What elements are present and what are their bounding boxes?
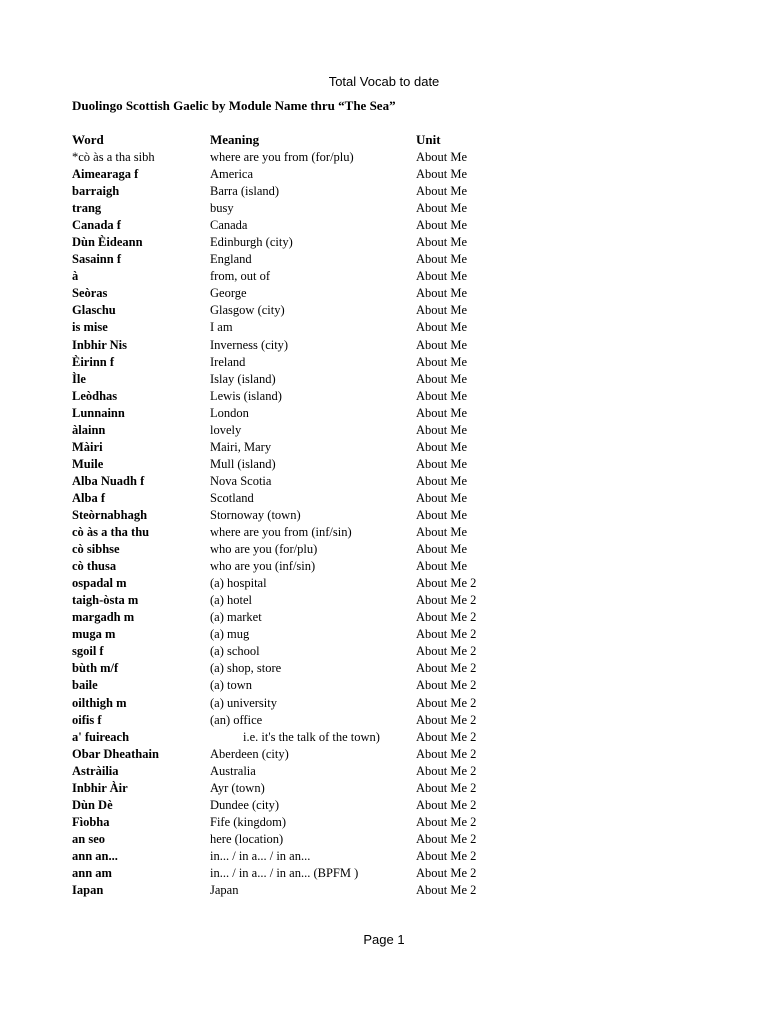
table-row	[72, 541, 692, 558]
unit-cell: About Me 2	[416, 627, 477, 642]
table-row	[72, 712, 692, 729]
meaning-cell: (a) market	[210, 610, 262, 625]
unit-cell: About Me	[416, 337, 468, 352]
table-row	[72, 780, 692, 797]
meaning-cell: who are you (inf/sin)	[210, 559, 316, 574]
meaning-cell: Aberdeen (city)	[210, 746, 289, 761]
unit-cell: About Me 2	[416, 661, 477, 676]
word-cell: cò às a tha thu	[72, 525, 150, 540]
word-cell: ospadal m	[72, 576, 127, 591]
table-row	[72, 695, 692, 712]
table-row	[72, 882, 692, 899]
unit-cell: About Me 2	[416, 848, 477, 863]
unit-cell: About Me	[416, 542, 468, 557]
word-cell: oifis f	[72, 712, 102, 727]
unit-cell: About Me 2	[416, 695, 477, 710]
table-row	[72, 183, 692, 200]
meaning-cell: Stornoway (town)	[210, 507, 301, 522]
table-row	[72, 405, 692, 422]
table-row	[72, 354, 692, 371]
word-cell: is mise	[72, 320, 108, 335]
word-cell: muga m	[72, 627, 116, 642]
meaning-cell: (a) shop, store	[210, 661, 282, 676]
unit-cell: About Me	[416, 184, 468, 199]
word-cell: oilthigh m	[72, 695, 127, 710]
word-cell: Fìobha	[72, 814, 110, 829]
table-row	[72, 729, 692, 746]
word-cell: Dùn Èideann	[72, 235, 143, 250]
meaning-cell: England	[210, 252, 252, 267]
meaning-cell: I am	[210, 320, 233, 335]
meaning-cell: Islay (island)	[210, 371, 276, 386]
page-header: Total Vocab to date	[328, 74, 440, 89]
meaning-cell: (a) school	[210, 644, 260, 659]
unit-cell: About Me	[416, 303, 468, 318]
word-cell: cò thusa	[72, 559, 117, 574]
meaning-cell: (a) hospital	[210, 576, 267, 591]
meaning-cell: (a) university	[210, 695, 277, 710]
word-cell: Canada f	[72, 218, 121, 233]
table-row	[72, 660, 692, 677]
word-cell: Leòdhas	[72, 388, 118, 403]
table-row	[72, 371, 692, 388]
unit-cell: About Me 2	[416, 678, 477, 693]
word-cell: Inbhir Àir	[72, 780, 128, 795]
table-row	[72, 746, 692, 763]
unit-cell: About Me 2	[416, 746, 477, 761]
meaning-cell: Inverness (city)	[210, 337, 289, 352]
meaning-cell: Mairi, Mary	[210, 439, 272, 454]
word-cell: Lunnainn	[72, 405, 125, 420]
unit-cell: About Me	[416, 269, 468, 284]
meaning-cell: lovely	[210, 422, 242, 437]
unit-cell: About Me 2	[416, 729, 477, 744]
table-row	[72, 558, 692, 575]
unit-cell: About Me	[416, 473, 468, 488]
unit-cell: About Me	[416, 559, 468, 574]
table-row	[72, 473, 692, 490]
word-cell: cò sibhse	[72, 542, 120, 557]
table-row	[72, 388, 692, 405]
column-header-word: Word	[72, 132, 104, 147]
unit-cell: About Me	[416, 388, 468, 403]
meaning-cell: Fife (kingdom)	[210, 814, 287, 829]
unit-cell: About Me 2	[416, 644, 477, 659]
unit-cell: About Me	[416, 354, 468, 369]
unit-cell: About Me 2	[416, 883, 477, 898]
word-cell: trang	[72, 201, 102, 216]
word-cell: Iapan	[72, 883, 104, 898]
word-cell: Èirinn f	[72, 354, 115, 369]
vocab-table	[72, 131, 692, 899]
meaning-cell: (a) hotel	[210, 593, 252, 608]
column-header-meaning: Meaning	[210, 132, 260, 147]
table-header-row	[72, 131, 692, 148]
table-row	[72, 763, 692, 780]
unit-cell: About Me	[416, 490, 468, 505]
unit-cell: About Me	[416, 167, 468, 182]
unit-cell: About Me 2	[416, 593, 477, 608]
table-row	[72, 200, 692, 217]
table-row	[72, 814, 692, 831]
word-cell: Ìle	[72, 371, 86, 386]
table-row	[72, 285, 692, 302]
meaning-cell: who are you (for/plu)	[210, 542, 318, 557]
table-row	[72, 677, 692, 694]
word-cell: a' fuireach	[72, 729, 130, 744]
meaning-cell: here (location)	[210, 831, 284, 846]
meaning-cell: Barra (island)	[210, 184, 280, 199]
column-header-unit: Unit	[416, 132, 441, 147]
word-cell: barraigh	[72, 184, 120, 199]
table-row	[72, 337, 692, 354]
word-cell: Seòras	[72, 286, 108, 301]
word-cell: an seo	[72, 831, 105, 846]
table-row	[72, 524, 692, 541]
unit-cell: About Me	[416, 218, 468, 233]
unit-cell: About Me	[416, 320, 468, 335]
word-cell: ann an...	[72, 848, 118, 863]
word-cell: Muile	[72, 456, 104, 471]
table-row	[72, 149, 692, 166]
meaning-cell: George	[210, 286, 247, 301]
meaning-cell: Ireland	[210, 354, 246, 369]
unit-cell: About Me	[416, 201, 468, 216]
unit-cell: About Me	[416, 286, 468, 301]
unit-cell: About Me 2	[416, 610, 477, 625]
word-cell: baile	[72, 678, 98, 693]
table-row	[72, 302, 692, 319]
word-cell: bùth m/f	[72, 661, 119, 676]
unit-cell: About Me 2	[416, 814, 477, 829]
word-cell: taigh-òsta m	[72, 593, 139, 608]
table-row	[72, 166, 692, 183]
table-row	[72, 592, 692, 609]
table-row	[72, 234, 692, 251]
table-row	[72, 643, 692, 660]
meaning-cell: where are you from (inf/sin)	[210, 525, 352, 540]
meaning-cell: Ayr (town)	[210, 780, 265, 795]
meaning-cell: London	[210, 405, 249, 420]
word-cell: *cò às a tha sibh	[72, 150, 155, 164]
table-row	[72, 251, 692, 268]
unit-cell: About Me 2	[416, 763, 477, 778]
page-number: Page 1	[363, 932, 405, 947]
unit-cell: About Me	[416, 405, 468, 420]
meaning-cell: Scotland	[210, 490, 254, 505]
word-cell: Inbhir Nis	[72, 337, 128, 352]
unit-cell: About Me	[416, 525, 468, 540]
meaning-cell: Canada	[210, 218, 248, 233]
unit-cell: About Me	[416, 507, 468, 522]
word-cell: Dùn Dè	[72, 797, 113, 812]
word-cell: Glaschu	[72, 303, 116, 318]
word-cell: Obar Dheathain	[72, 746, 159, 761]
table-row	[72, 865, 692, 882]
meaning-cell: America	[210, 167, 254, 182]
unit-cell: About Me 2	[416, 831, 477, 846]
table-row	[72, 848, 692, 865]
unit-cell: About Me	[416, 150, 468, 164]
unit-cell: About Me 2	[416, 797, 477, 812]
table-row	[72, 626, 692, 643]
meaning-cell: busy	[210, 201, 234, 216]
word-cell: Astràilia	[72, 763, 119, 778]
meaning-cell: i.e. it's the talk of the town)	[243, 729, 380, 744]
table-row	[72, 268, 692, 285]
meaning-cell: Japan	[210, 883, 239, 898]
table-row	[72, 217, 692, 234]
meaning-cell: Mull (island)	[210, 456, 276, 471]
meaning-cell: (an) office	[210, 712, 263, 727]
unit-cell: About Me 2	[416, 576, 477, 591]
unit-cell: About Me	[416, 439, 468, 454]
word-cell: à	[72, 269, 79, 284]
meaning-cell: Edinburgh (city)	[210, 235, 293, 250]
word-cell: margadh m	[72, 610, 135, 625]
unit-cell: About Me	[416, 371, 468, 386]
meaning-cell: Australia	[210, 763, 256, 778]
table-row	[72, 507, 692, 524]
meaning-cell: Glasgow (city)	[210, 303, 285, 318]
table-row	[72, 319, 692, 336]
word-cell: Màiri	[72, 439, 103, 454]
unit-cell: About Me 2	[416, 865, 477, 880]
meaning-cell: in... / in a... / in an...	[210, 848, 311, 863]
meaning-cell: (a) town	[210, 678, 252, 693]
document-title: Duolingo Scottish Gaelic by Module Name thru “The Sea”	[72, 98, 396, 113]
unit-cell: About Me	[416, 422, 468, 437]
word-cell: sgoil f	[72, 644, 104, 659]
meaning-cell: Lewis (island)	[210, 388, 282, 403]
meaning-cell: where are you from (for/plu)	[210, 150, 354, 164]
word-cell: Sasainn f	[72, 252, 121, 267]
table-row	[72, 609, 692, 626]
meaning-cell: in... / in a... / in an... (BPFM )	[210, 865, 359, 880]
unit-cell: About Me 2	[416, 712, 477, 727]
table-row	[72, 422, 692, 439]
word-cell: Alba f	[72, 490, 105, 505]
table-row	[72, 575, 692, 592]
table-row	[72, 831, 692, 848]
meaning-cell: from, out of	[210, 269, 271, 284]
word-cell: Aimearaga f	[72, 167, 139, 182]
word-cell: Alba Nuadh f	[72, 473, 145, 488]
unit-cell: About Me	[416, 235, 468, 250]
table-body	[72, 149, 692, 899]
word-cell: Steòrnabhagh	[72, 507, 148, 522]
word-cell: ann am	[72, 865, 112, 880]
table-row	[72, 439, 692, 456]
meaning-cell: Nova Scotia	[210, 473, 272, 488]
meaning-cell: Dundee (city)	[210, 797, 280, 812]
unit-cell: About Me 2	[416, 780, 477, 795]
unit-cell: About Me	[416, 252, 468, 267]
word-cell: àlainn	[72, 422, 106, 437]
meaning-cell: (a) mug	[210, 627, 250, 642]
table-row	[72, 797, 692, 814]
unit-cell: About Me	[416, 456, 468, 471]
table-row	[72, 490, 692, 507]
table-row	[72, 456, 692, 473]
